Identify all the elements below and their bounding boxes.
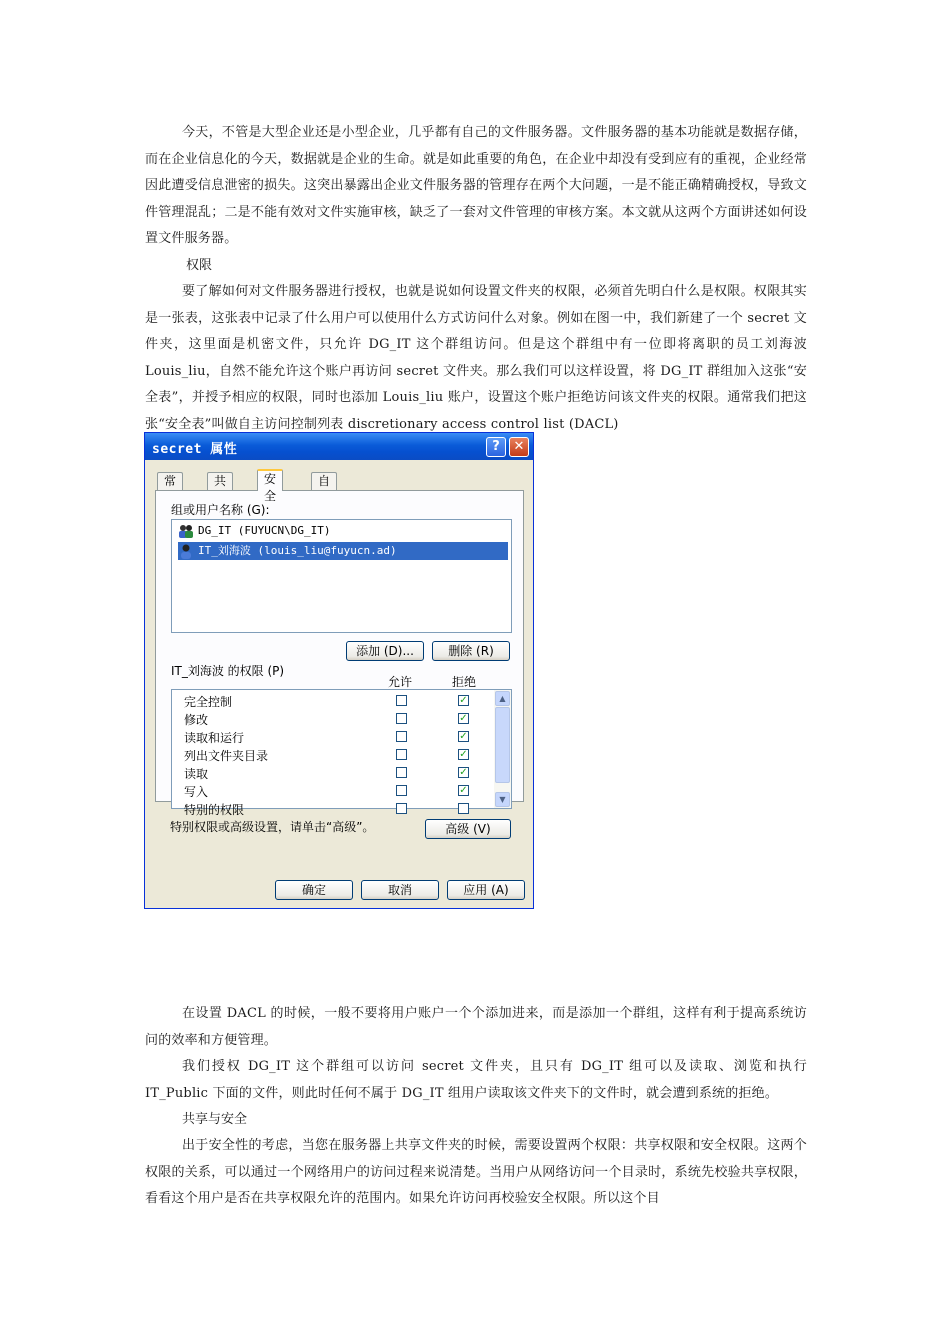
deny-checkbox[interactable]: ✓ bbox=[459, 767, 468, 778]
scroll-thumb[interactable] bbox=[495, 707, 510, 783]
user-name: IT_刘海波 (louis_liu@fuyucn.ad) bbox=[198, 544, 397, 557]
user-name: DG_IT (FUYUCN\DG_IT) bbox=[198, 524, 331, 537]
dg-it-paragraph: 我们授权 DG_IT 这个群组可以访问 secret 文件夹，且只有 DG_IT 组可以及读取、浏览和执行 IT_Public 下面的文件，则此时任何不属于 DG_IT 组用户读取该文件夹下的文件时，就会遭到系统的拒绝。 bbox=[145, 1059, 807, 1101]
tab-custom[interactable]: 自 bbox=[311, 472, 337, 490]
section-heading-permissions: 权限 bbox=[186, 258, 213, 273]
scroll-up-icon[interactable]: ▲ bbox=[495, 691, 510, 706]
permission-name: 读取 bbox=[184, 767, 209, 781]
allow-checkbox[interactable] bbox=[396, 767, 407, 778]
user-icon bbox=[178, 543, 194, 559]
permission-row bbox=[172, 782, 492, 800]
deny-checkbox[interactable]: ✓ bbox=[459, 713, 468, 724]
dialog-title: secret 属性 bbox=[152, 442, 238, 457]
allow-checkbox[interactable] bbox=[396, 731, 407, 742]
sharing-paragraph: 出于安全性的考虑，当您在服务器上共享文件夹的时候，需要设置两个权限：共享权限和安全权限。这两个权限的关系，可以通过一个网络用户的访问过程来说清楚。当用户从网络访问一个目录时，系统先校验共享权限，看看这个用户是否在共享权限允许的范围内。如果允许访问再校验安全权限。所以这个目 bbox=[145, 1138, 807, 1206]
allow-checkbox[interactable] bbox=[396, 749, 407, 760]
help-button[interactable]: ? bbox=[486, 437, 506, 457]
deny-checkbox[interactable]: ✓ bbox=[459, 731, 468, 742]
permission-row bbox=[172, 728, 492, 746]
deny-checkbox[interactable]: ✓ bbox=[459, 785, 468, 796]
list-item-dg-it[interactable] bbox=[178, 522, 508, 540]
deny-checkbox[interactable]: ✓ bbox=[459, 695, 468, 706]
permission-row bbox=[172, 764, 492, 782]
secret-properties-dialog bbox=[144, 432, 534, 909]
permission-name: 完全控制 bbox=[184, 695, 233, 709]
advanced-hint-text: 特别权限或高级设置，请单击“高级”。 bbox=[170, 820, 375, 834]
security-panel bbox=[155, 490, 524, 817]
permission-name: 读取和运行 bbox=[184, 731, 245, 745]
add-button[interactable]: 添加 (D)... bbox=[346, 641, 424, 661]
permission-row bbox=[172, 746, 492, 764]
list-item-it-liuhaibo[interactable] bbox=[178, 542, 508, 560]
allow-checkbox[interactable] bbox=[396, 803, 407, 814]
permission-row bbox=[172, 692, 492, 710]
group-or-user-label: 组或用户名称 (G): bbox=[171, 503, 270, 517]
deny-column-header: 拒绝 bbox=[452, 675, 477, 689]
group-icon bbox=[178, 523, 194, 539]
intro-paragraph: 今天，不管是大型企业还是小型企业，几乎都有自己的文件服务器。文件服务器的基本功能就是数据存储，而在企业信息化的今天，数据就是企业的生命。就是如此重要的角色，在企业中却没有受到应有的重视，企业经常因此遭受信息泄密的损失。这突出暴露出企业文件服务器的管理存在两个大问题，一是不能正确精确授权，导致文件管理混乱；二是不能有效对文件实施审核，缺乏了一套对文件管理的审核方案。本文就从这两个方面讲述如何设置文件服务器。 bbox=[145, 125, 807, 246]
permission-row bbox=[172, 710, 492, 728]
permission-name: 写入 bbox=[184, 785, 209, 799]
permission-name: 特别的权限 bbox=[184, 803, 245, 817]
user-listbox[interactable] bbox=[171, 519, 512, 633]
permissions-listbox bbox=[171, 689, 512, 817]
permissions-paragraph: 要了解如何对文件服务器进行授权，也就是说如何设置文件夹的权限，必须首先明白什么是权限。权限其实是一张表，这张表中记录了什么用户可以使用什么方式访问什么对象。例如在图一中，我们新建了一个 secret 文件夹，这里面是机密文件，只允许 DG_IT 这个群组访问。但是这个群组中有一位即将离职的员工刘海波 Louis_liu，自然不能允许这个账户再访问 secret 文件夹。那么我们可以这样设置，将 DG_IT 群组加入这张“安全表”，并授予相应的权限，同时也添加 Louis_liu 账户，设置这个账户拒绝访问该文件夹的权限。通常我们把这张“安全表”叫做自主访问控制列表 discretionary access control list (DACL) bbox=[145, 284, 807, 432]
ok-button[interactable]: 确定 bbox=[275, 880, 353, 900]
apply-button[interactable]: 应用 (A) bbox=[447, 880, 525, 900]
allow-checkbox[interactable] bbox=[396, 695, 407, 706]
permissions-for-label: IT_刘海波 的权限 (P) bbox=[171, 664, 285, 678]
deny-checkbox[interactable] bbox=[458, 803, 469, 814]
tab-general[interactable]: 常 bbox=[157, 472, 183, 490]
cancel-button[interactable]: 取消 bbox=[361, 880, 439, 900]
permission-name: 列出文件夹目录 bbox=[184, 749, 269, 763]
allow-checkbox[interactable] bbox=[396, 785, 407, 796]
tab-security[interactable]: 安全 bbox=[257, 469, 283, 491]
section-heading-sharing: 共享与安全 bbox=[182, 1112, 248, 1127]
permission-name: 修改 bbox=[184, 713, 209, 727]
remove-button[interactable]: 删除 (R) bbox=[432, 641, 510, 661]
permissions-scrollbar[interactable] bbox=[494, 690, 511, 808]
close-button[interactable]: ✕ bbox=[509, 437, 529, 457]
tab-sharing[interactable]: 共 bbox=[207, 472, 233, 490]
permission-row bbox=[172, 800, 492, 818]
dacl-paragraph: 在设置 DACL 的时候，一般不要将用户账户一个个添加进来，而是添加一个群组，这样有利于提高系统访问的效率和方便管理。 bbox=[145, 1006, 807, 1048]
deny-checkbox[interactable]: ✓ bbox=[459, 749, 468, 760]
scroll-down-icon[interactable]: ▼ bbox=[495, 792, 510, 807]
advanced-button[interactable]: 高级 (V) bbox=[425, 819, 511, 839]
allow-column-header: 允许 bbox=[388, 675, 413, 689]
dialog-titlebar[interactable] bbox=[145, 433, 533, 460]
allow-checkbox[interactable] bbox=[396, 713, 407, 724]
